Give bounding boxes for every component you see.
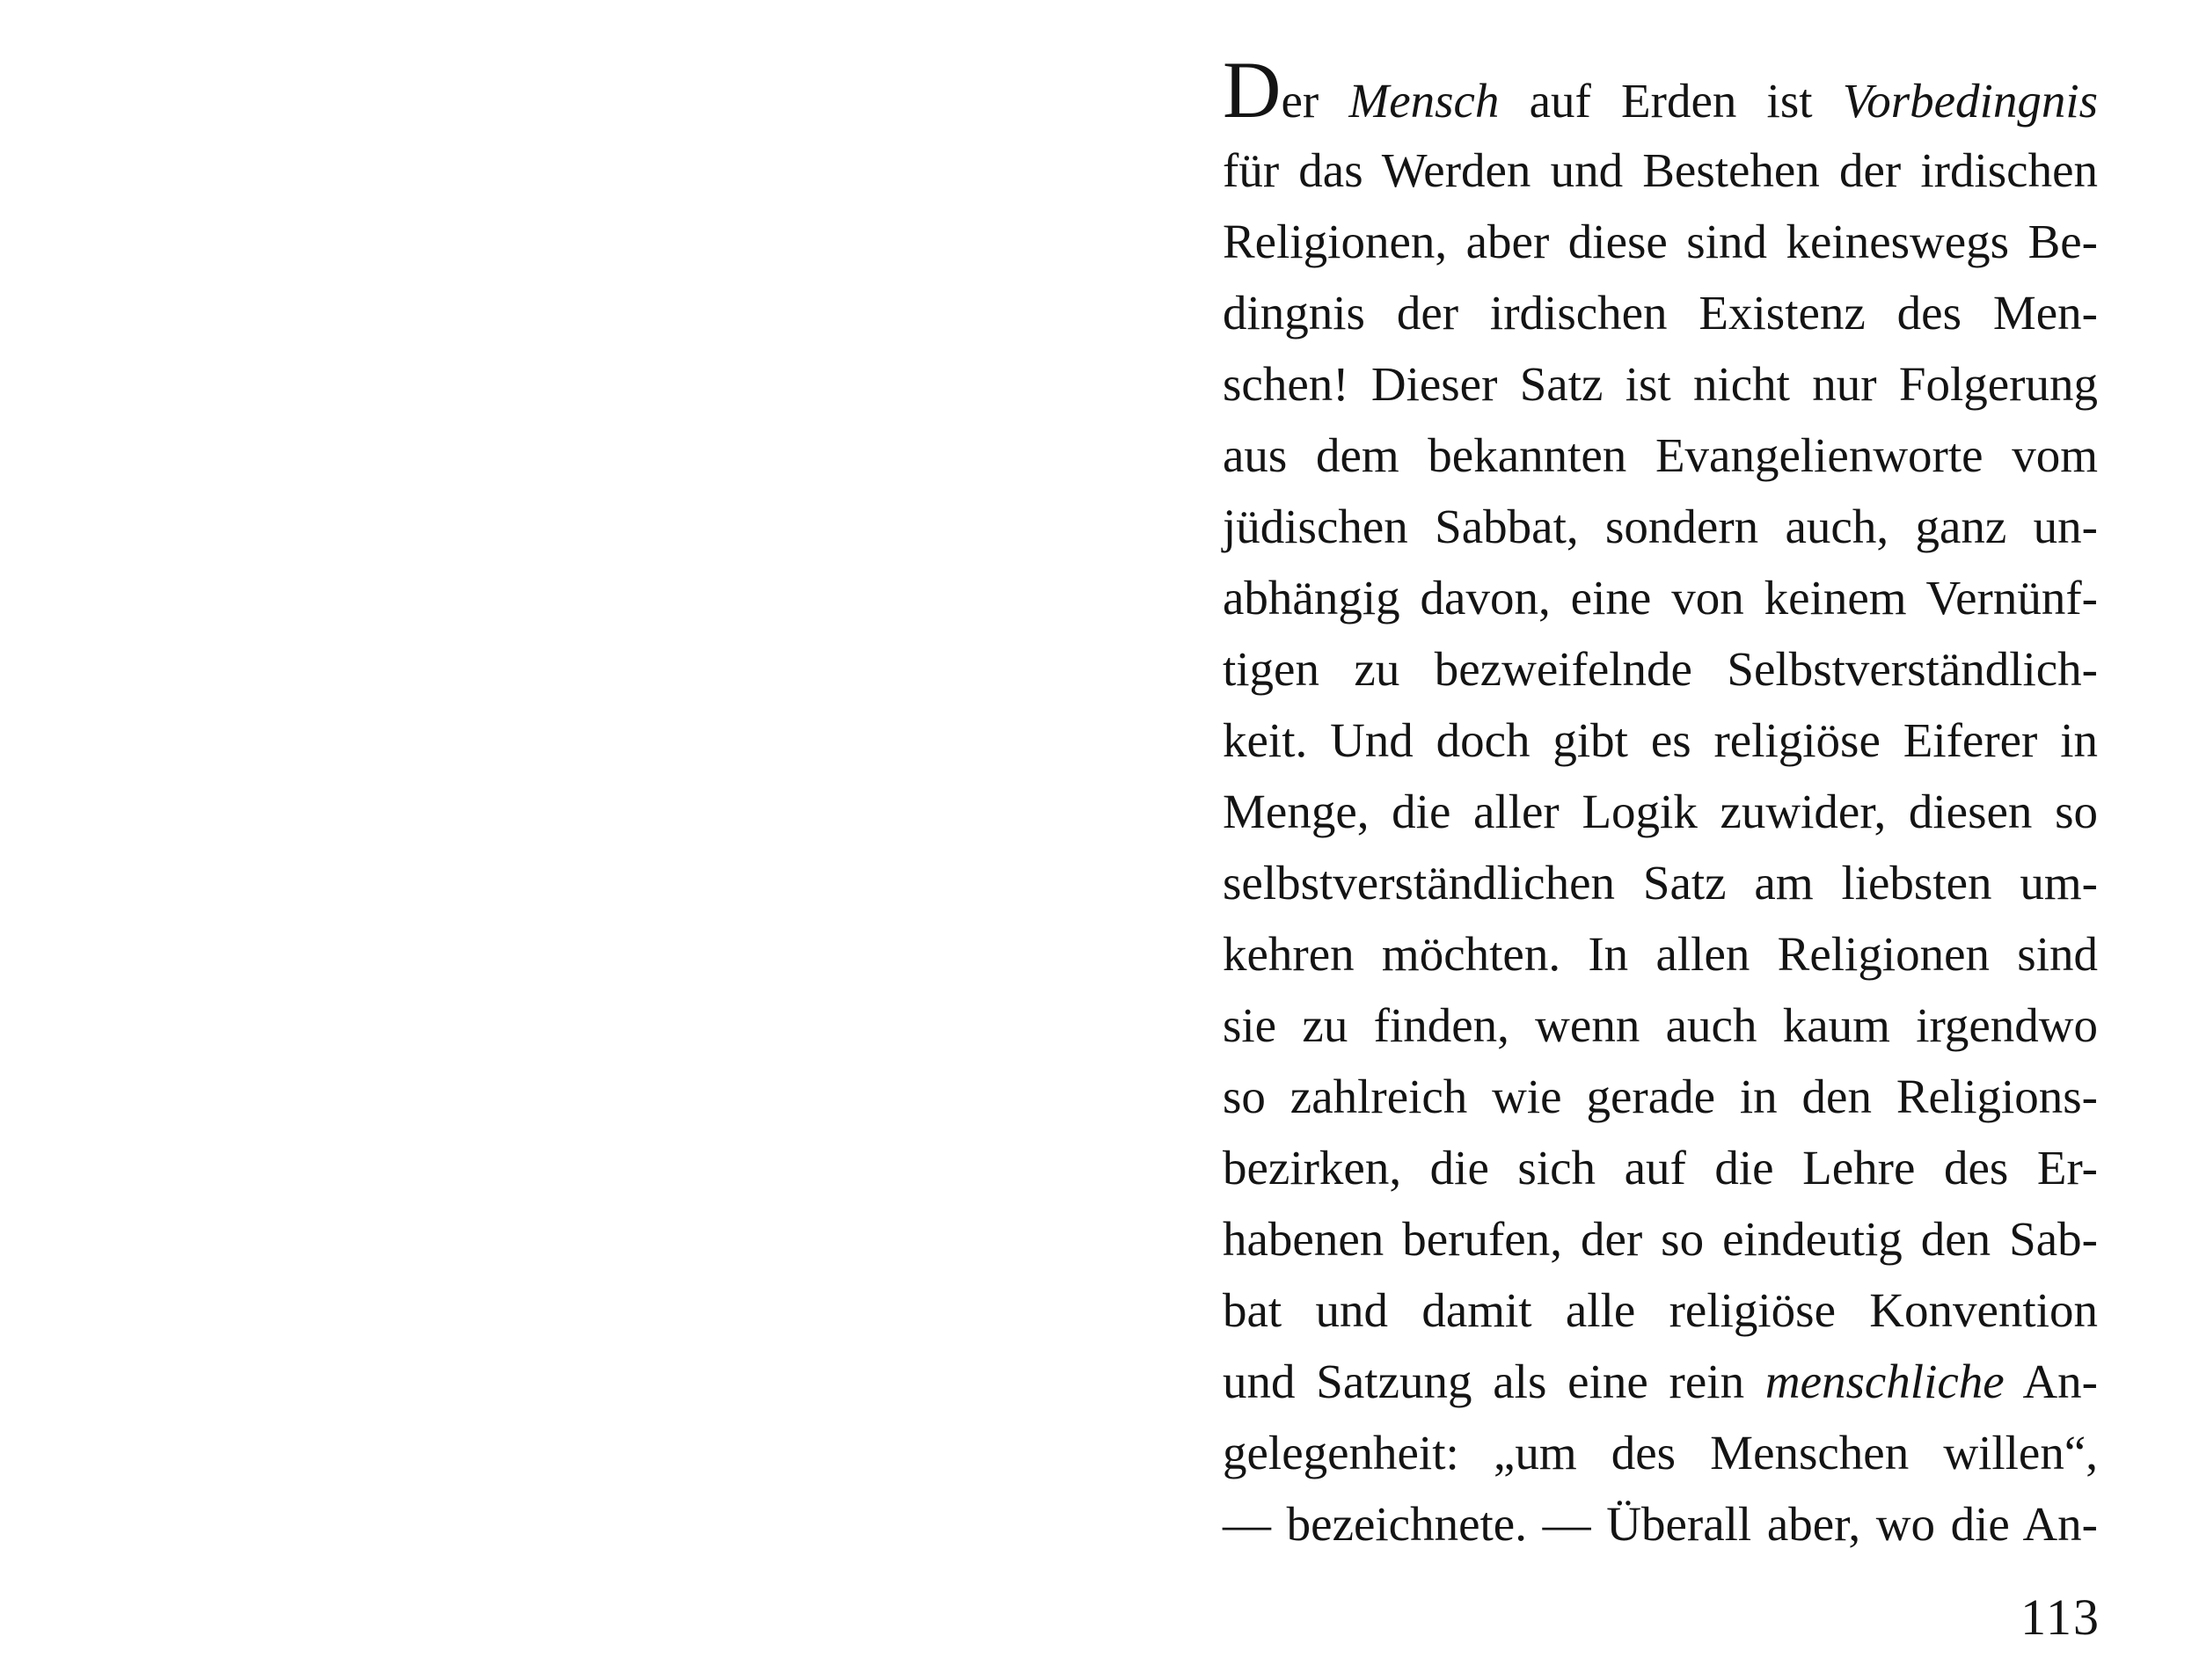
page-number: 113: [2020, 1589, 2100, 1646]
text-line: [1223, 1203, 2098, 1275]
text-run: bat und damit alle religiöse Konvention: [1223, 1283, 2098, 1337]
text-line: [1223, 705, 2098, 776]
text-line: [1223, 1275, 2098, 1346]
text-line: [1223, 1132, 2098, 1203]
italic-text: Vorbedingnis: [1842, 74, 2098, 128]
text-run: und Satzung als eine rein: [1223, 1355, 1765, 1408]
text-line: [1223, 1346, 2098, 1417]
text-run: aus dem bekannten Evangelienworte vom: [1223, 428, 2098, 482]
text-line: [1223, 918, 2098, 990]
text-run: auf Erden ist: [1499, 74, 1843, 128]
text-line: [1223, 420, 2098, 491]
text-run: dingnis der irdischen Existenz des Men-: [1223, 286, 2098, 340]
text-run: abhängig davon, eine von keinem Vernünf-: [1223, 571, 2098, 625]
drop-cap: D: [1223, 45, 1282, 135]
text-run: keit. Und doch gibt es religiöse Eiferer in: [1223, 713, 2098, 767]
text-line: [1223, 45, 2098, 135]
text-run: selbstverständlichen Satz am liebsten um-: [1223, 856, 2098, 909]
text-run: er: [1281, 74, 1349, 128]
text-run: An-: [2004, 1355, 2098, 1408]
text-line: [1223, 348, 2098, 420]
text-run: habenen berufen, der so eindeutig den Sab-: [1223, 1212, 2098, 1266]
text-line: [1223, 1061, 2098, 1132]
text-line: [1223, 1488, 2098, 1559]
text-run: tigen zu bezweifelnde Selbstverständlich-: [1223, 642, 2098, 696]
italic-text: Mensch: [1348, 74, 1500, 128]
text-line: [1223, 1417, 2098, 1488]
text-line: [1223, 847, 2098, 918]
text-line: [1223, 562, 2098, 633]
body-paragraph: [1223, 45, 2098, 1559]
text-run: gelegenheit: „um des Menschen willen“,: [1223, 1426, 2098, 1479]
italic-text: menschliche: [1764, 1355, 2005, 1408]
text-run: jüdischen Sabbat, sondern auch, ganz un-: [1223, 500, 2098, 553]
text-line: [1223, 776, 2098, 847]
text-line: [1223, 633, 2098, 705]
text-run: Religionen, aber diese sind keineswegs Be-: [1223, 215, 2098, 268]
text-line: [1223, 277, 2098, 348]
text-run: Menge, die aller Logik zuwider, diesen so: [1223, 785, 2098, 838]
text-line: [1223, 491, 2098, 562]
text-run: — bezeichnete. — Überall aber, wo die An-: [1223, 1497, 2098, 1551]
right-page: [1100, 0, 2199, 1680]
text-run: sie zu finden, wenn auch kaum irgendwo: [1223, 998, 2098, 1052]
text-run: für das Werden und Bestehen der irdischen: [1223, 143, 2098, 197]
text-run: so zahlreich wie gerade in den Religions-: [1223, 1070, 2098, 1123]
text-run: bezirken, die sich auf die Lehre des Er-: [1223, 1141, 2098, 1194]
text-line: [1223, 990, 2098, 1061]
text-line: [1223, 135, 2098, 206]
text-run: kehren möchten. In allen Religionen sind: [1223, 927, 2098, 981]
text-run: schen! Dieser Satz ist nicht nur Folgerung: [1223, 357, 2098, 411]
text-line: [1223, 206, 2098, 277]
